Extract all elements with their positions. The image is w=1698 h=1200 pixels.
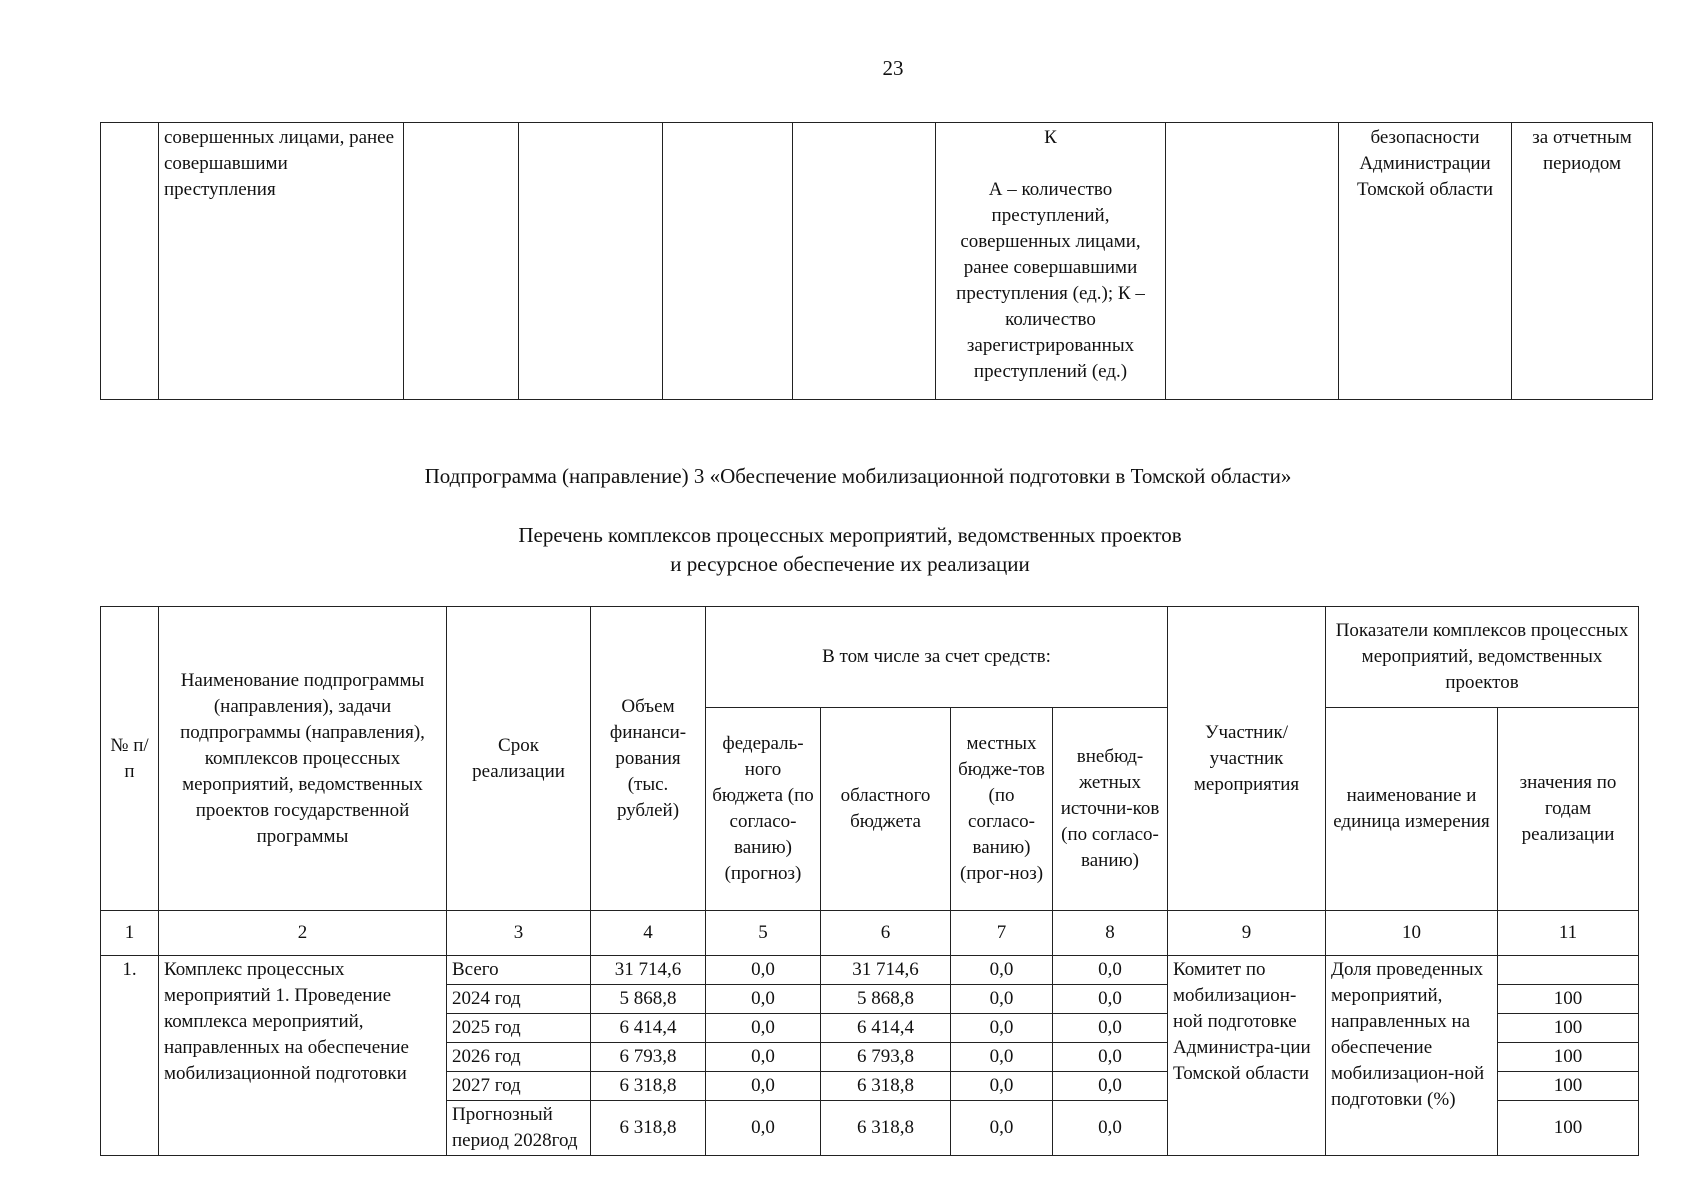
term-cell: 2024 год <box>447 985 591 1014</box>
local-cell: 0,0 <box>951 985 1053 1014</box>
header-including: В том числе за счет средств: <box>706 607 1168 708</box>
header-federal: федераль-ного бюджета (по согласо-ванию) (прогноз) <box>706 708 821 911</box>
cell-empty <box>404 123 519 400</box>
volume-cell: 5 868,8 <box>591 985 706 1014</box>
value-cell <box>1498 956 1639 985</box>
regional-cell: 6 318,8 <box>821 1101 951 1156</box>
federal-cell: 0,0 <box>706 1072 821 1101</box>
local-cell: 0,0 <box>951 1043 1053 1072</box>
extra-cell: 0,0 <box>1053 1014 1168 1043</box>
federal-cell: 0,0 <box>706 985 821 1014</box>
col-number: 10 <box>1326 911 1498 956</box>
header-term: Срок реализации <box>447 607 591 911</box>
subprogram-title: Подпрограмма (направление) 3 «Обеспечение мобилизационной подготовки в Томской области» <box>424 464 1292 488</box>
row-name: Комплекс процессных мероприятий 1. Проведение комплекса мероприятий, направленных на обеспечение мобилизационной подготовки <box>159 956 447 1156</box>
header-regional: областного бюджета <box>821 708 951 911</box>
col-number: 6 <box>821 911 951 956</box>
value-cell: 100 <box>1498 985 1639 1014</box>
regional-cell: 6 414,4 <box>821 1014 951 1043</box>
term-cell: 2027 год <box>447 1072 591 1101</box>
header-ind-values: значения по годам реализации <box>1498 708 1639 911</box>
volume-cell: 6 793,8 <box>591 1043 706 1072</box>
page-number: 23 <box>882 56 904 80</box>
cell-empty <box>1166 123 1339 400</box>
col-number: 8 <box>1053 911 1168 956</box>
header-participant: Участник/ участник мероприятия <box>1168 607 1326 911</box>
regional-cell: 6 318,8 <box>821 1072 951 1101</box>
measures-table <box>100 606 1639 1156</box>
volume-cell: 6 318,8 <box>591 1101 706 1156</box>
cell-empty <box>101 123 159 400</box>
col-number: 9 <box>1168 911 1326 956</box>
cell-empty <box>793 123 936 400</box>
federal-cell: 0,0 <box>706 956 821 985</box>
volume-cell: 31 714,6 <box>591 956 706 985</box>
col-number: 11 <box>1498 911 1639 956</box>
cell-empty <box>519 123 663 400</box>
continuation-table <box>100 122 1653 400</box>
value-cell: 100 <box>1498 1043 1639 1072</box>
local-cell: 0,0 <box>951 1101 1053 1156</box>
extra-cell: 0,0 <box>1053 1101 1168 1156</box>
header-ind-name: наименование и единица измерения <box>1326 708 1498 911</box>
col-number: 4 <box>591 911 706 956</box>
term-cell: Прогнозный период 2028год <box>447 1101 591 1156</box>
local-cell: 0,0 <box>951 956 1053 985</box>
header-volume: Объем финанси-рования (тыс. рублей) <box>591 607 706 911</box>
header-local: местных бюдже-тов (по согласо-ванию) (прог-ноз) <box>951 708 1053 911</box>
federal-cell: 0,0 <box>706 1043 821 1072</box>
regional-cell: 31 714,6 <box>821 956 951 985</box>
header-num: № п/п <box>101 607 159 911</box>
regional-cell: 6 793,8 <box>821 1043 951 1072</box>
formula-denominator: К <box>1044 127 1057 148</box>
col-number: 3 <box>447 911 591 956</box>
list-title-line1: Перечень комплексов процессных мероприятий, ведомственных проектов <box>518 523 1182 547</box>
row-participant: Комитет по мобилизацион-ной подготовке Администра-ции Томской области <box>1168 956 1326 1156</box>
responsible-cont: безопасности Администрации Томской области <box>1339 123 1512 400</box>
local-cell: 0,0 <box>951 1072 1053 1101</box>
value-cell: 100 <box>1498 1014 1639 1043</box>
period-cont: за отчетным периодом <box>1512 123 1653 400</box>
volume-cell: 6 414,4 <box>591 1014 706 1043</box>
header-name: Наименование подпрограммы (направления), задачи подпрограммы (направления), комплексов процессных мероприятий, ведомственных проектов государственной программы <box>159 607 447 911</box>
col-number: 1 <box>101 911 159 956</box>
value-cell: 100 <box>1498 1072 1639 1101</box>
header-indicators: Показатели комплексов процессных мероприятий, ведомственных проектов <box>1326 607 1639 708</box>
extra-cell: 0,0 <box>1053 1043 1168 1072</box>
volume-cell: 6 318,8 <box>591 1072 706 1101</box>
row-num: 1. <box>101 956 159 1156</box>
cell-empty <box>663 123 793 400</box>
extra-cell: 0,0 <box>1053 985 1168 1014</box>
row-indicator: Доля проведенных мероприятий, направленных на обеспечение мобилизацион-ной подготовки (%) <box>1326 956 1498 1156</box>
col-number: 2 <box>159 911 447 956</box>
header-extra: внебюд-жетных источни-ков (по согласо-ванию) <box>1053 708 1168 911</box>
value-cell: 100 <box>1498 1101 1639 1156</box>
formula-cell <box>936 123 1166 400</box>
local-cell: 0,0 <box>951 1014 1053 1043</box>
col-number: 7 <box>951 911 1053 956</box>
list-title-line2: и ресурсное обеспечение их реализации <box>670 552 1030 576</box>
formula-description: А – количество преступлений, совершенных лицами, ранее совершавшими преступления (ед.); К – количество зарегистрированных преступлений (ед.) <box>956 179 1145 382</box>
indicator-name-cont: совершенных лицами, ранее совершавшими преступления <box>159 123 404 400</box>
term-cell: 2026 год <box>447 1043 591 1072</box>
term-cell: 2025 год <box>447 1014 591 1043</box>
federal-cell: 0,0 <box>706 1101 821 1156</box>
extra-cell: 0,0 <box>1053 1072 1168 1101</box>
federal-cell: 0,0 <box>706 1014 821 1043</box>
regional-cell: 5 868,8 <box>821 985 951 1014</box>
col-number: 5 <box>706 911 821 956</box>
term-cell: Всего <box>447 956 591 985</box>
extra-cell: 0,0 <box>1053 956 1168 985</box>
